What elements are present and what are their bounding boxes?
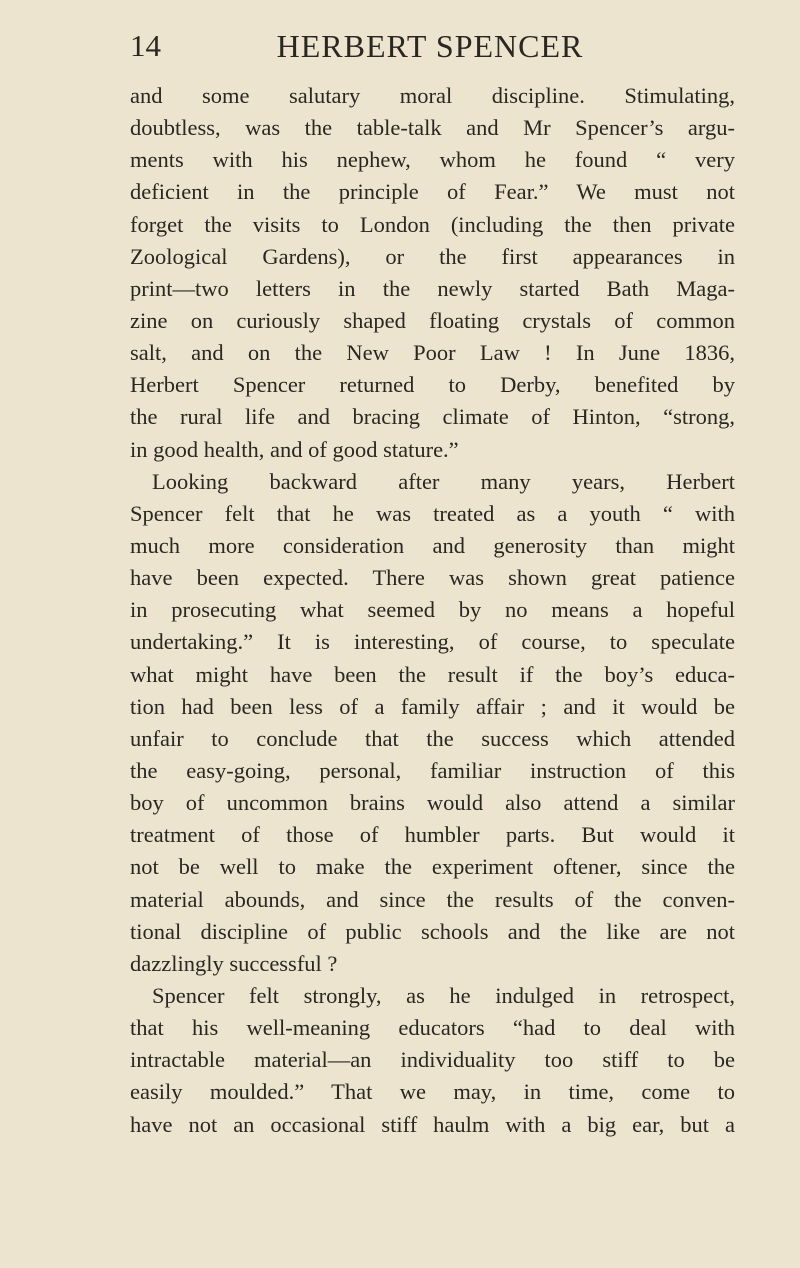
text-line: and some salutary moral discipline. Stimulating, xyxy=(130,83,735,108)
page-number: 14 xyxy=(130,28,161,63)
paragraph xyxy=(130,980,735,1141)
text-line: ments with his nephew, whom he found “ very xyxy=(130,147,735,173)
body-text xyxy=(130,80,735,1141)
text-line: boy of uncommon brains would also attend a similar xyxy=(130,790,735,816)
text-line: easily moulded.” That we may, in time, come to xyxy=(130,1079,735,1105)
text-line: that his well-meaning educators “had to deal with xyxy=(130,1015,735,1041)
text-line: in prosecuting what seemed by no means a hopeful xyxy=(130,597,735,623)
text-line: Spencer felt strongly, as he indulged in retrospect, xyxy=(152,982,735,1008)
paragraph xyxy=(130,80,735,466)
text-line: Spencer felt that he was treated as a youth “ with xyxy=(130,500,735,526)
text-line: have been expected. There was shown great patience xyxy=(130,565,735,591)
text-line: dazzlingly successful ? xyxy=(130,950,338,976)
text-line: the rural life and bracing climate of Hinton, “strong, xyxy=(130,404,735,430)
text-line: have not an occasional stiff haulm with a big ear, but a xyxy=(130,1111,735,1137)
text-line: undertaking.” It is interesting, of course, to speculate xyxy=(130,629,735,655)
text-line: material abounds, and since the results of the conven- xyxy=(130,886,735,912)
text-line: not be well to make the experiment oftener, since the xyxy=(130,854,735,880)
text-line: salt, and on the New Poor Law ! In June 1836, xyxy=(130,340,735,366)
text-line: forget the visits to London (including the then private xyxy=(130,211,735,237)
page-header xyxy=(130,26,730,66)
text-line: tional discipline of public schools and the like are not xyxy=(130,918,735,944)
text-line: unfair to conclude that the success which attended xyxy=(130,725,735,751)
text-line: tion had been less of a family affair ; and it would be xyxy=(130,693,735,719)
text-line: Herbert Spencer returned to Derby, benefited by xyxy=(130,372,735,398)
text-line: the easy-going, personal, familiar instruction of this xyxy=(130,757,735,783)
text-line: treatment of those of humbler parts. But would it xyxy=(130,822,735,848)
text-line: zine on curiously shaped floating crystals of common xyxy=(130,307,735,333)
text-line: deficient in the principle of Fear.” We must not xyxy=(130,179,735,205)
text-line: print—two letters in the newly started Bath Maga- xyxy=(130,275,735,301)
running-title: HERBERT SPENCER xyxy=(276,28,584,64)
text-line: in good health, and of good stature.” xyxy=(130,436,459,462)
text-line: intractable material—an individuality too stiff to be xyxy=(130,1047,735,1073)
text-line: doubtless, was the table-talk and Mr Spencer’s argu- xyxy=(130,115,735,141)
text-line: much more consideration and generosity than might xyxy=(130,532,735,558)
text-line: Looking backward after many years, Herbert xyxy=(152,468,735,494)
text-line: what might have been the result if the boy’s educa- xyxy=(130,661,735,687)
paragraph xyxy=(130,466,735,980)
text-line: Zoological Gardens), or the first appearances in xyxy=(130,243,735,269)
